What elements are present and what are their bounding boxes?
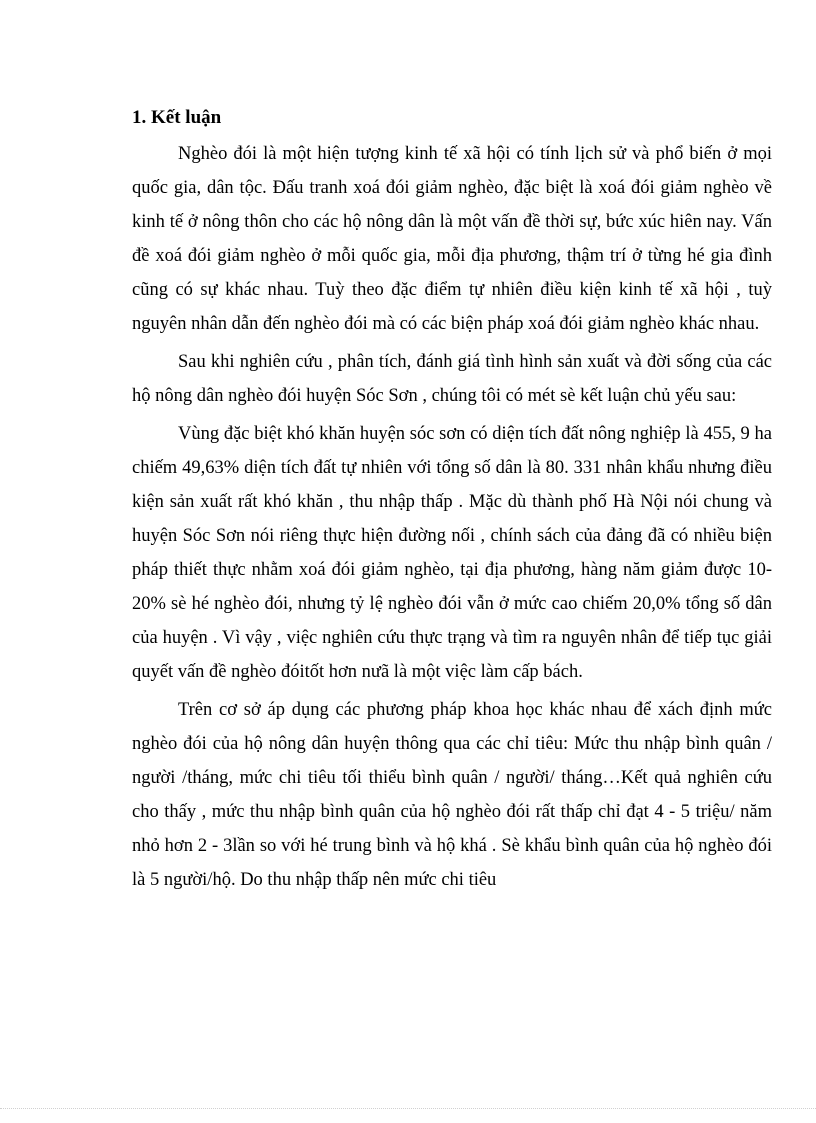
page-bottom-divider bbox=[0, 1108, 816, 1109]
paragraph-2: Sau khi nghiên cứu , phân tích, đánh giá tình hình sản xuất và đời sống của các hộ nông dân nghèo đói huyện Sóc Sơn , chúng tôi có mét sè kết luận chủ yếu sau: bbox=[132, 352, 772, 406]
section-heading: 1. Kết luận bbox=[132, 107, 222, 128]
paragraph-1: Nghèo đói là một hiện tượng kinh tế xã hội có tính lịch sử và phổ biến ở mọi quốc gia, dân tộc. Đấu tranh xoá đói giảm nghèo, đặc biệt là xoá đói giảm nghèo về kinh tế ở nông thôn cho các hộ nông dân là một vấn đề thời sự, bức xúc hiên nay. Vấn đề xoá đói giảm nghèo ở mỗi quốc gia, mỗi địa phương, thậm trí ở từng hé gia đình cũng có sự khác nhau. Tuỳ theo đặc điểm tự nhiên điều kiện kinh tế xã hội , tuỳ nguyên nhân dẫn đến nghèo đói mà có các biện pháp xoá đói giảm nghèo khác nhau. bbox=[132, 144, 772, 334]
paragraph-4: Trên cơ sở áp dụng các phương pháp khoa học khác nhau để xách định mức nghèo đói của hộ nông dân huyện thông qua các chỉ tiêu: Mức thu nhập bình quân / người /tháng, mức chi tiêu tối thiểu bình quân / người/ tháng…Kết quả nghiên cứu cho thấy , mức thu nhập bình quân của hộ nghèo đói rất thấp chỉ đạt 4 - 5 triệu/ năm nhỏ hơn 2 - 3lần so với hé trung bình và hộ khá . Sè khẩu bình quân của hộ nghèo đói là 5 người/hộ. Do thu nhập thấp nên mức chi tiêu bbox=[132, 700, 772, 890]
document-page bbox=[132, 103, 772, 901]
paragraph-3: Vùng đặc biệt khó khăn huyện sóc sơn có diện tích đất nông nghiệp là 455, 9 ha chiếm 49,63% diện tích đất tự nhiên với tổng số dân là 80. 331 nhân khẩu nhưng điều kiện sản xuất rất khó khăn , thu nhập thấp . Mặc dù thành phố Hà Nội nói chung và huyện Sóc Sơn nói riêng thực hiện đường nối , chính sách của đảng đã có nhiều biện pháp thiết thực nhằm xoá đói giảm nghèo, tại địa phương, hàng năm giảm được 10-20% sè hé nghèo đói, nhưng tỷ lệ nghèo đói vẫn ở mức cao chiếm 20,0% tổng số dân của huyện . Vì vậy , việc nghiên cứu thực trạng và tìm ra nguyên nhân để tiếp tục giải quyết vấn đề nghèo đóitốt hơn nưã là một việc làm cấp bách. bbox=[132, 424, 772, 682]
